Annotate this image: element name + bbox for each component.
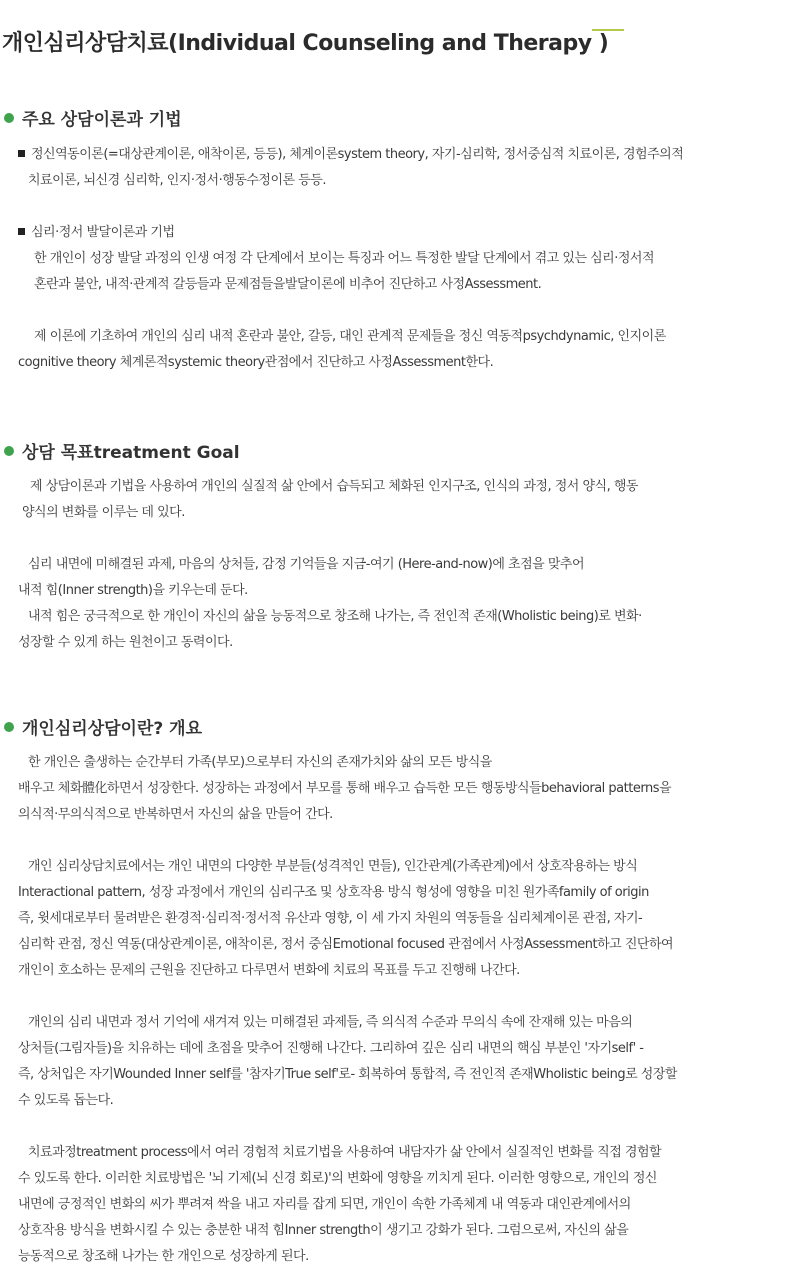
text-line: 한 개인이 성장 발달 과정의 인생 여정 각 단계에서 보이는 특징과 어느 특정한 발달 단계에서 겪고 있는 심리·정서적 (34, 251, 655, 266)
page-title: 개인심리상담치료(Individual Counseling and Therapy ) (2, 31, 609, 56)
section-heading-goal (4, 438, 240, 463)
green-bullet-icon (4, 113, 14, 123)
text-line: 심리 내면에 미해결된 과제, 마음의 상처들, 감정 기억들을 지금-여기 (Here-and-now)에 초점을 맞추어 (28, 557, 585, 572)
green-bullet-icon (4, 722, 14, 732)
text-line: 치료과정treatment process에서 여러 경험적 치료기법을 사용하여 내담자가 삶 안에서 실질적인 변화를 직접 경험할 (28, 1145, 662, 1160)
section-heading-text: 상담 목표treatment Goal (22, 443, 240, 463)
text-line: 개인 심리상담치료에서는 개인 내면의 다양한 부분들(성격적인 면들), 인간관계(가족관계)에서 상호작용하는 방식 (28, 859, 638, 874)
text-line: 수 있도록 한다. 이러한 치료방법은 '뇌 기제(뇌 신경 회로)'의 변화에 영향을 끼치게 된다. 이러한 영향으로, 개인의 정신 (18, 1171, 657, 1186)
text-line: 내적 힘(Inner strength)을 키우는데 둔다. (18, 583, 248, 598)
text-line: 개인의 심리 내면과 정서 기억에 새겨져 있는 미해결된 과제들, 즉 의식적 수준과 무의식 속에 잔재해 있는 마음의 (28, 1015, 633, 1030)
text-line: cognitive theory 체계론적systemic theory관점에서 진단하고 사정Assessment한다. (18, 355, 494, 370)
text-line: 치료이론, 뇌신경 심리학, 인지·정서·행동수정이론 등등. (28, 173, 326, 188)
text-line: 의식적·무의식적으로 반복하면서 자신의 삶을 만들어 간다. (18, 807, 333, 822)
text-line: 내면에 긍정적인 변화의 씨가 뿌려져 싹을 내고 자리를 잡게 되면, 개인이 속한 가족체계 내 역동과 대인관계에서의 (18, 1197, 631, 1212)
text-line: 개인이 호소하는 문제의 근원을 진단하고 다루면서 변화에 치료의 목표를 두고 진행해 나간다. (18, 963, 520, 978)
text-line: 혼란과 불안, 내적·관계적 갈등들과 문제점들을발달이론에 비추어 진단하고 사정Assessment. (34, 277, 542, 292)
text-line: 정신역동이론(=대상관계이론, 애착이론, 등등), 체계이론system theory, 자기-심리학, 정서중심적 치료이론, 경험주의적 (31, 147, 684, 162)
section-heading-overview (4, 714, 202, 739)
text-line: 심리·정서 발달이론과 기법 (31, 225, 175, 240)
text-line: 제 상담이론과 기법을 사용하여 개인의 실질적 삶 안에서 습득되고 체화된 인지구조, 인식의 과정, 정서 양식, 행동 (30, 479, 638, 494)
text-line: 한 개인은 출생하는 순간부터 가족(부모)으로부터 자신의 존재가치와 삶의 모든 방식을 (28, 755, 492, 770)
section-heading-text: 주요 상담이론과 기법 (22, 110, 182, 130)
section-heading-text: 개인심리상담이란? 개요 (22, 719, 202, 739)
text-line: 즉, 상처입은 자기Wounded Inner self를 '참자기True self'로- 회복하여 통합적, 즉 전인적 존재Wholistic being로 성장할 (18, 1067, 677, 1082)
section-heading-theories (4, 105, 182, 130)
list-item (18, 225, 175, 241)
text-line: Interactional pattern, 성장 과정에서 개인의 심리구조 및 상호작용 방식 형성에 영향을 미친 원가족family of origin (18, 885, 649, 900)
square-bullet-icon (18, 228, 25, 235)
text-line: 내적 힘은 궁극적으로 한 개인이 자신의 삶을 능동적으로 창조해 나가는, 즉 전인적 존재(Wholistic being)로 변화· (28, 609, 642, 624)
text-line: 상처들(그림자들)을 치유하는 데에 초점을 맞추어 진행해 나간다. 그리하여 깊은 심리 내면의 핵심 부분인 '자기self' - (18, 1041, 644, 1056)
text-line: 배우고 체화體化하면서 성장한다. 성장하는 과정에서 부모를 통해 배우고 습득한 모든 행동방식들behavioral patterns을 (18, 781, 672, 796)
text-line: 상호작용 방식을 변화시킬 수 있는 충분한 내적 힘Inner strength이 생기고 강화가 된다. 그럼으로써, 자신의 삶을 (18, 1223, 629, 1238)
text-line: 성장할 수 있게 하는 원천이고 동력이다. (18, 635, 233, 650)
text-line: 즉, 윗세대로부터 물려받은 환경적·심리적·정서적 유산과 영향, 이 세 가지 차원의 역동들을 심리체계이론 관점, 자기- (18, 911, 643, 926)
title-accent-line (592, 29, 624, 31)
text-line: 수 있도록 돕는다. (18, 1093, 114, 1108)
green-bullet-icon (4, 446, 14, 456)
text-line: 제 이론에 기초하여 개인의 심리 내적 혼란과 불안, 갈등, 대인 관계적 문제들을 정신 역동적psychdynamic, 인지이론 (34, 329, 666, 344)
list-item (18, 147, 683, 163)
text-line: 능동적으로 창조해 나가는 한 개인으로 성장하게 된다. (18, 1249, 309, 1264)
text-line: 심리학 관점, 정신 역동(대상관계이론, 애착이론, 정서 중심Emotional focused 관점에서 사정Assessment하고 진단하여 (18, 937, 674, 952)
square-bullet-icon (18, 150, 25, 157)
text-line: 양식의 변화를 이루는 데 있다. (22, 505, 185, 520)
